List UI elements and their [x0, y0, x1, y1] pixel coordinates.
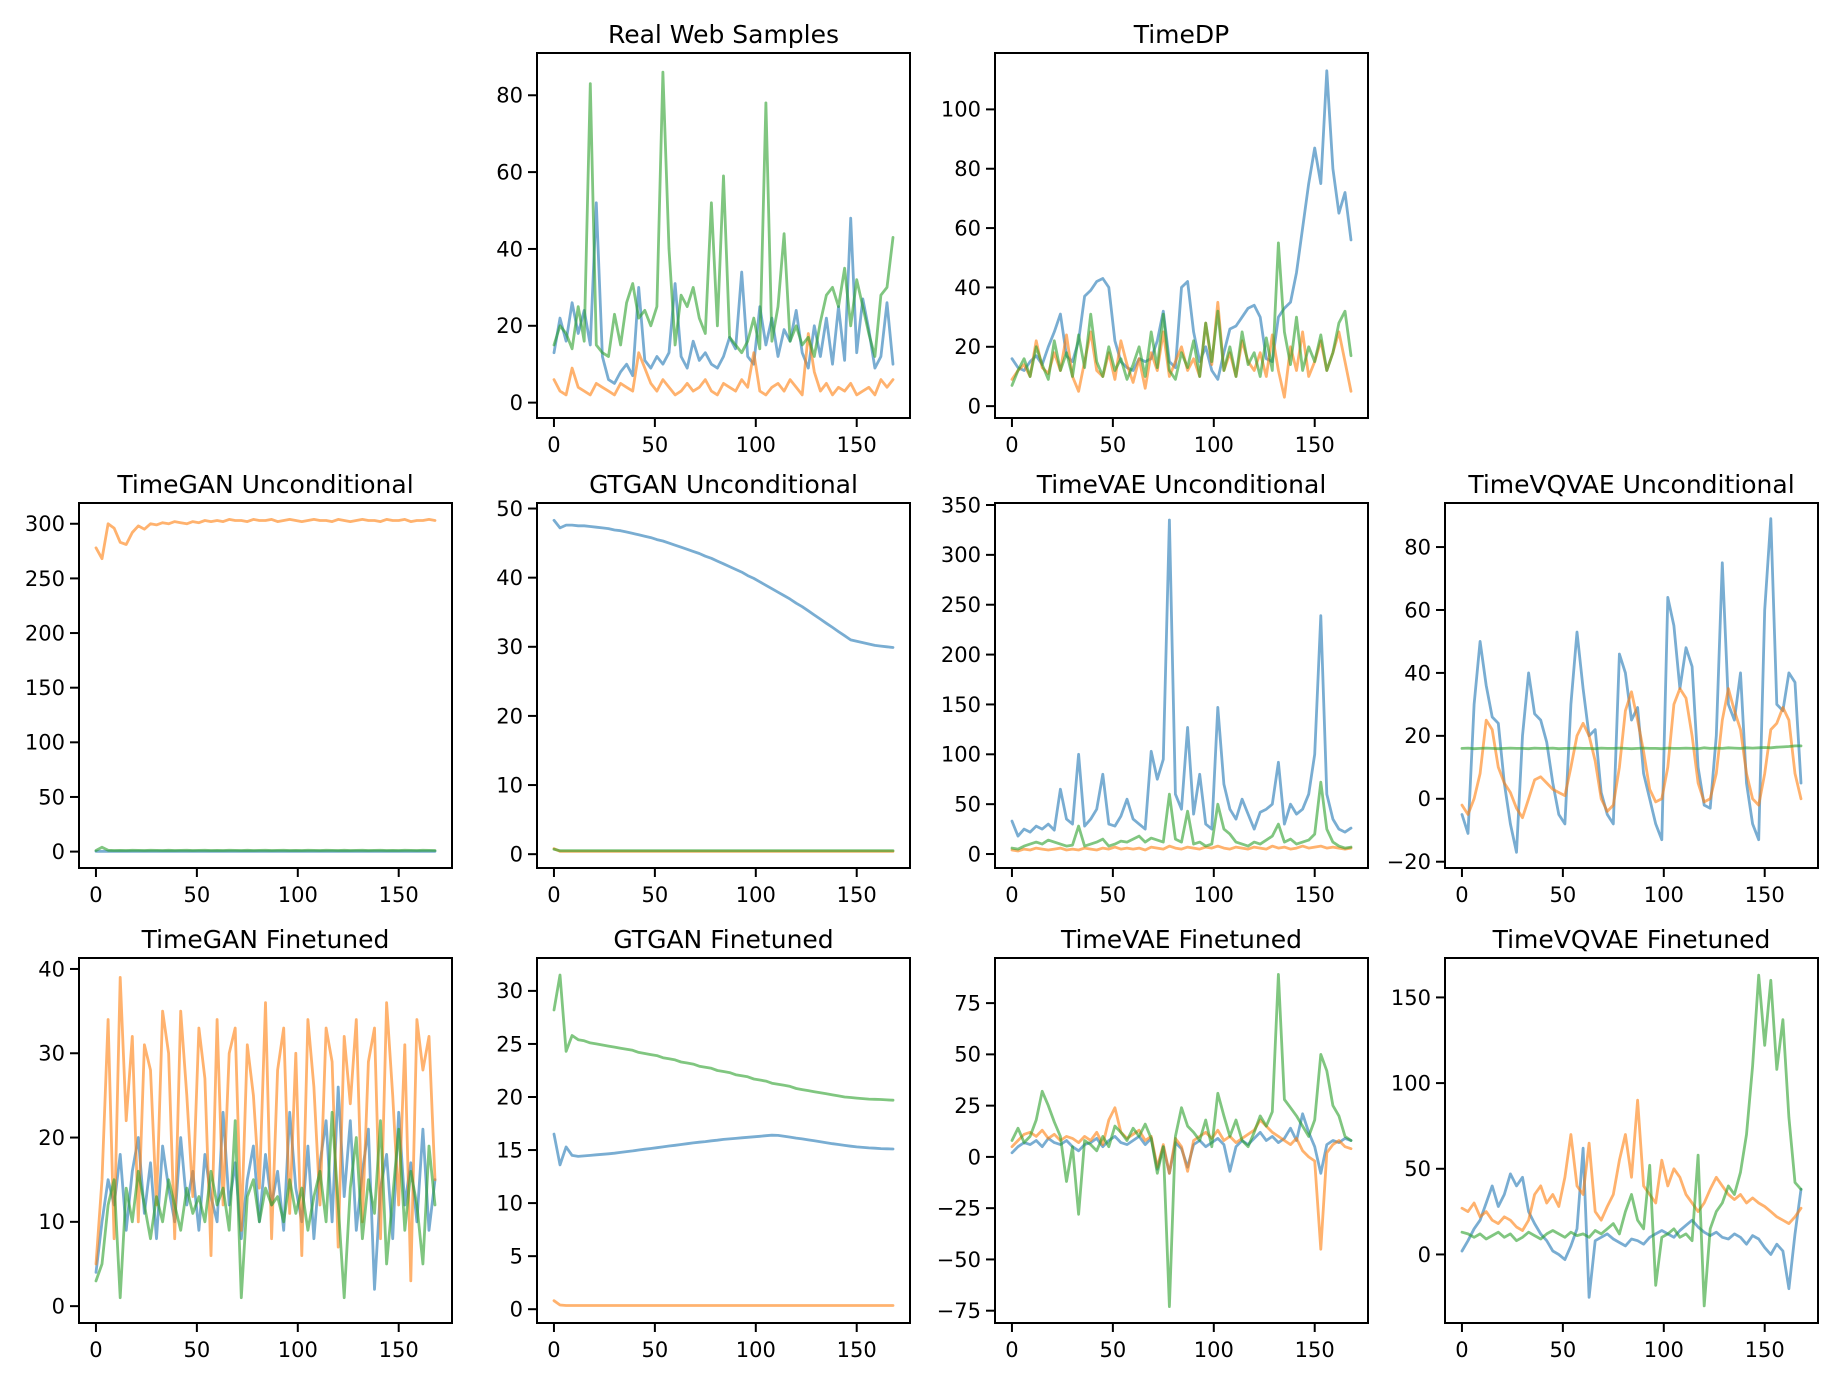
x-tick-label: 50 [641, 883, 669, 907]
subplot-timegan-unconditional [19, 469, 464, 912]
subplot-timevae-unconditional [935, 469, 1380, 912]
y-tick-label: 40 [496, 566, 523, 591]
y-tick-label: 150 [940, 692, 981, 717]
series-line-blue [1012, 520, 1351, 836]
x-tick-label: 50 [1549, 883, 1577, 907]
y-tick-label: 50 [38, 785, 65, 810]
y-tick-label: 150 [1390, 985, 1431, 1010]
plot-title-gtgan-finetuned: GTGAN Finetuned [613, 925, 834, 954]
subplot-real-web-samples [477, 19, 922, 462]
x-tick-label: 50 [1099, 883, 1127, 907]
y-tick-label: 0 [51, 839, 65, 864]
x-tick-label: 100 [1193, 1338, 1234, 1362]
y-tick-label: 5 [509, 1244, 523, 1269]
y-tick-label: 40 [954, 275, 981, 300]
y-tick-label: 40 [38, 957, 65, 982]
x-tick-label: 150 [378, 883, 419, 907]
x-tick-label: 100 [277, 883, 318, 907]
x-tick-label: 100 [1643, 1338, 1684, 1362]
y-tick-label: 200 [24, 621, 65, 646]
plot-title-timevqvae-unconditional: TimeVQVAE Unconditional [1468, 470, 1795, 499]
y-tick-label: 10 [496, 1191, 523, 1216]
y-tick-label: 10 [38, 1210, 65, 1235]
y-tick-label: 50 [1404, 1157, 1431, 1182]
subplot-gtgan-unconditional [477, 469, 922, 912]
y-tick-label: 20 [496, 314, 523, 339]
subplot-timevae-finetuned [935, 924, 1380, 1367]
axes-frame [79, 503, 452, 868]
series-line-orange [1462, 1100, 1801, 1230]
series-line-green [554, 72, 893, 356]
y-tick-label: −50 [936, 1247, 981, 1272]
plot-title-timegan-finetuned: TimeGAN Finetuned [141, 925, 390, 954]
x-tick-label: 150 [1294, 883, 1335, 907]
y-tick-label: 30 [496, 979, 523, 1004]
x-tick-label: 100 [735, 433, 776, 457]
y-tick-label: 0 [509, 390, 523, 415]
x-tick-label: 0 [89, 883, 103, 907]
series-line-orange [554, 1301, 893, 1306]
subplot-gtgan-finetuned [477, 924, 922, 1367]
y-tick-label: 0 [1417, 1242, 1431, 1267]
y-tick-label: 80 [954, 157, 981, 182]
y-tick-label: 60 [1404, 598, 1431, 623]
y-tick-label: 0 [967, 842, 981, 867]
series-line-orange [1012, 846, 1351, 851]
y-tick-label: 0 [1417, 787, 1431, 812]
series-line-green [96, 847, 435, 850]
series-line-blue [554, 1134, 893, 1165]
axes-frame [995, 503, 1368, 868]
y-tick-label: 0 [509, 1297, 523, 1322]
x-tick-label: 100 [277, 1338, 318, 1362]
y-tick-label: 150 [24, 676, 65, 701]
subplot-timedp [935, 19, 1380, 462]
x-tick-label: 100 [1643, 883, 1684, 907]
series-line-blue [554, 203, 893, 384]
x-tick-label: 0 [547, 1338, 561, 1362]
x-tick-label: 50 [1099, 1338, 1127, 1362]
x-tick-label: 0 [1005, 883, 1019, 907]
x-tick-label: 0 [89, 1338, 103, 1362]
series-line-blue [554, 520, 893, 647]
x-tick-label: 50 [183, 883, 211, 907]
series-line-orange [96, 519, 435, 558]
series-line-green [1462, 746, 1801, 749]
x-tick-label: 100 [1193, 433, 1234, 457]
y-tick-label: 20 [38, 1125, 65, 1150]
y-tick-label: 50 [496, 496, 523, 521]
x-tick-label: 50 [641, 433, 669, 457]
y-tick-label: −25 [936, 1196, 981, 1221]
y-tick-label: 100 [940, 742, 981, 767]
y-tick-label: 0 [509, 842, 523, 867]
series-line-green [1462, 975, 1801, 1306]
x-tick-label: 150 [378, 1338, 419, 1362]
x-tick-label: 150 [836, 883, 877, 907]
plot-title-timedp: TimeDP [1133, 20, 1230, 49]
plot-title-timegan-unconditional: TimeGAN Unconditional [117, 470, 414, 499]
series-line-green [1012, 243, 1351, 386]
series-line-green [554, 975, 893, 1100]
y-tick-label: 300 [24, 512, 65, 537]
y-tick-label: 30 [38, 1041, 65, 1066]
x-tick-label: 50 [1099, 433, 1127, 457]
y-tick-label: 80 [496, 83, 523, 108]
y-tick-label: 100 [940, 97, 981, 122]
x-tick-label: 150 [1744, 1338, 1785, 1362]
x-tick-label: 50 [183, 1338, 211, 1362]
y-tick-label: 80 [1404, 535, 1431, 560]
axes-frame [537, 503, 910, 868]
x-tick-label: 0 [1455, 1338, 1469, 1362]
y-tick-label: 25 [954, 1093, 981, 1118]
x-tick-label: 100 [1193, 883, 1234, 907]
x-tick-label: 150 [1294, 433, 1335, 457]
x-tick-label: 150 [836, 1338, 877, 1362]
y-tick-label: 50 [954, 792, 981, 817]
plot-title-timevqvae-finetuned: TimeVQVAE Finetuned [1492, 925, 1771, 954]
x-tick-label: 0 [1005, 433, 1019, 457]
y-tick-label: 20 [496, 1085, 523, 1110]
x-tick-label: 0 [547, 433, 561, 457]
y-tick-label: 100 [1390, 1071, 1431, 1096]
y-tick-label: 40 [1404, 661, 1431, 686]
y-tick-label: 30 [496, 635, 523, 660]
x-tick-label: 100 [735, 883, 776, 907]
x-tick-label: 150 [1294, 1338, 1335, 1362]
x-tick-label: 150 [1744, 883, 1785, 907]
x-tick-label: 50 [1549, 1338, 1577, 1362]
y-tick-label: 20 [954, 335, 981, 360]
x-tick-label: 0 [1455, 883, 1469, 907]
y-tick-label: 250 [940, 593, 981, 618]
y-tick-label: 60 [496, 160, 523, 185]
subplot-timevqvae-finetuned [1385, 924, 1830, 1367]
x-tick-label: 50 [641, 1338, 669, 1362]
x-tick-label: 100 [735, 1338, 776, 1362]
y-tick-label: 20 [496, 704, 523, 729]
y-tick-label: 250 [24, 566, 65, 591]
y-tick-label: 0 [51, 1294, 65, 1319]
y-tick-label: 60 [954, 216, 981, 241]
y-tick-label: 40 [496, 237, 523, 262]
y-tick-label: 200 [940, 642, 981, 667]
subplot-timevqvae-unconditional [1385, 469, 1830, 912]
y-tick-label: 50 [954, 1042, 981, 1067]
y-tick-label: 0 [967, 394, 981, 419]
y-tick-label: 100 [24, 730, 65, 755]
subplot-timegan-finetuned [19, 924, 464, 1367]
y-tick-label: −75 [936, 1299, 981, 1324]
y-tick-label: 0 [967, 1145, 981, 1170]
y-tick-label: 300 [940, 543, 981, 568]
x-tick-label: 0 [1005, 1338, 1019, 1362]
y-tick-label: 20 [1404, 724, 1431, 749]
x-tick-label: 0 [547, 883, 561, 907]
series-line-green [554, 849, 893, 850]
y-tick-label: 15 [496, 1138, 523, 1163]
y-tick-label: 75 [954, 991, 981, 1016]
plot-title-timevae-finetuned: TimeVAE Finetuned [1060, 925, 1303, 954]
y-tick-label: 350 [940, 493, 981, 518]
y-tick-label: −20 [1386, 850, 1431, 875]
x-tick-label: 150 [836, 433, 877, 457]
y-tick-label: 10 [496, 773, 523, 798]
y-tick-label: 25 [496, 1032, 523, 1057]
plot-title-gtgan-unconditional: GTGAN Unconditional [589, 470, 858, 499]
plot-title-real-web-samples: Real Web Samples [607, 20, 840, 49]
series-line-blue [1012, 71, 1351, 380]
plot-title-timevae-unconditional: TimeVAE Unconditional [1036, 470, 1327, 499]
